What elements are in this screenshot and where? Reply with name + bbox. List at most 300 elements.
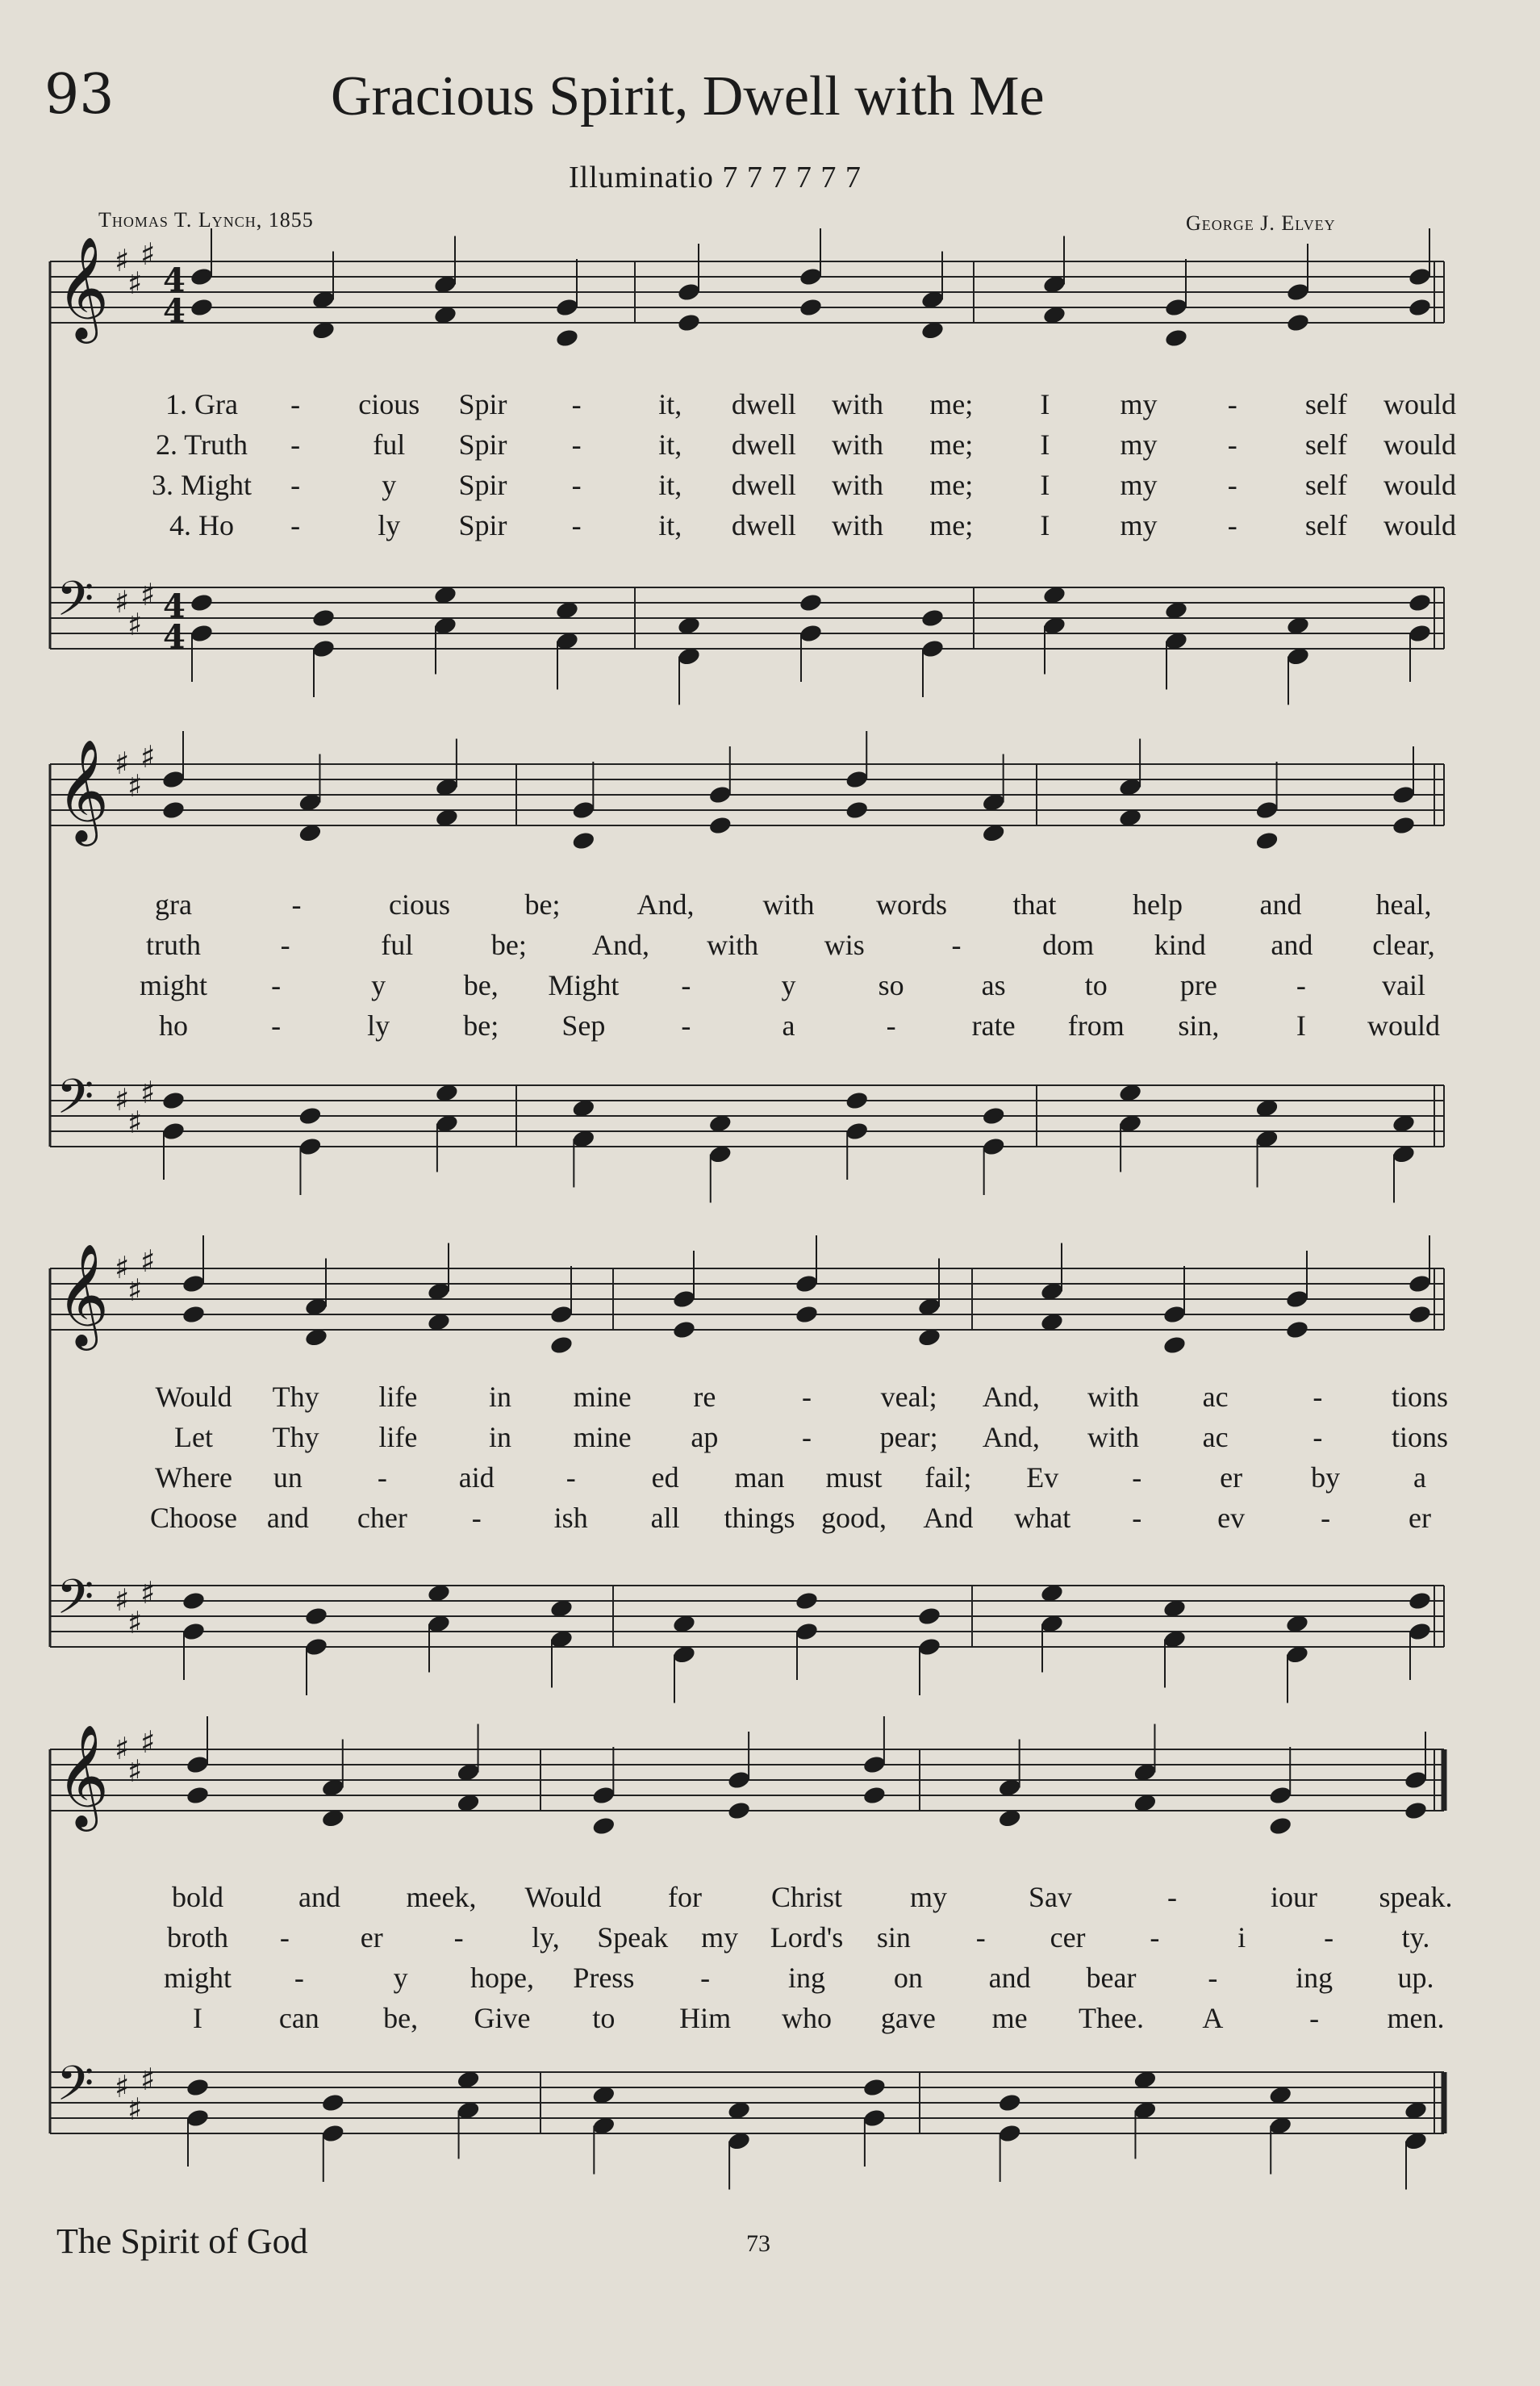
bass-clef: 𝄢 [56,2055,94,2123]
lyric-hyphen: - [1132,1502,1142,1534]
lyric-hyphen: - [290,428,301,461]
alto-note-head [549,1335,574,1356]
bass-note-head [917,1636,942,1657]
lyric-hyphen: - [571,509,582,541]
lyric-syllable: me; [929,469,974,501]
section-title: The Spirit of God [56,2221,308,2261]
lyric-hyphen: - [291,888,302,921]
key-sharp: ♯ [127,2091,143,2127]
alto-note-head [862,1785,887,1806]
alto-note-head [186,1785,211,1806]
lyric-hyphen: - [471,1502,482,1534]
lyric-syllable: by [1311,1461,1341,1494]
lyric-syllable: in [488,1381,512,1413]
treble-note-head [1392,784,1417,805]
lyric-syllable: that [1012,888,1057,921]
lyric-syllable: rate [971,1009,1016,1042]
treble-note-head [799,266,824,287]
lyric-syllable: cious [358,388,420,420]
lyric-syllable: men. [1387,2002,1445,2034]
key-sharp: ♯ [140,1575,156,1611]
lyric-syllable: and [298,1881,340,1913]
tenor-note-head [182,1590,207,1611]
hymn-number: 93 [44,63,115,127]
lyric-syllable: ho [159,1009,188,1042]
lyric-syllable: vail [1382,969,1425,1001]
lyric-syllable: dwell [731,388,796,420]
alto-note-head [1285,1319,1310,1340]
alto-note-head [1392,815,1417,836]
lyric-syllable: ful [373,428,406,461]
treble-note-head [1268,1785,1293,1806]
lyric-syllable: ing [787,1962,826,1994]
lyric-syllable: with [832,509,884,541]
lyric-syllable: gra [155,888,192,921]
lyric-hyphen: - [802,1381,812,1413]
lyric-syllable: sin [876,1921,911,1954]
key-sharp: ♯ [115,746,130,781]
lyric-syllable: and [1259,888,1302,921]
lyric-syllable: with [762,888,815,921]
lyric-syllable: my [909,1881,948,1913]
lyric-syllable: up. [1397,1962,1434,1994]
tenor-note-head [1408,1590,1433,1611]
key-sharp: ♯ [127,768,143,804]
bass-note-head [190,623,215,644]
lyric-syllable: dwell [731,428,796,461]
lyric-syllable: cious [389,888,450,921]
lyric-syllable: life [378,1381,418,1413]
lyric-syllable: things [724,1502,795,1534]
lyric-hyphen: - [886,1009,896,1042]
alto-note-head [677,312,702,333]
lyric-syllable: fail; [924,1461,972,1494]
lyric-syllable: with [832,469,884,501]
lyric-syllable: and [1271,929,1313,961]
treble-note-head [707,784,732,805]
lyric-hyphen: - [1309,2002,1320,2034]
lyric-syllable: be, [463,969,499,1001]
alto-note-head [1254,830,1279,851]
lyric-syllable: A [1202,2002,1224,2034]
lyric-syllable: I [1296,1009,1306,1042]
lyric-syllable: with [1087,1381,1140,1413]
treble-clef: 𝄞 [56,738,110,842]
bass-note-head [320,2123,345,2144]
treble-note-head [1285,1289,1310,1310]
lyric-syllable: mine [573,1421,632,1453]
lyric-syllable: And, [982,1421,1040,1453]
treble-note-head [1404,1770,1429,1791]
lyric-syllable: i [1237,1921,1246,1954]
alto-note-head [1408,297,1433,318]
tenor-note-head [845,1090,870,1111]
tenor-note-head [799,592,824,613]
lyric-syllable: truth [146,929,201,961]
lyric-syllable: would [1383,509,1456,541]
time-signature-bottom: 4 [163,292,186,330]
alto-note-head [1286,312,1311,333]
lyric-hyphen: - [1321,1502,1331,1534]
lyric-syllable: Would [524,1881,602,1913]
key-sharp: ♯ [127,1605,143,1640]
key-sharp: ♯ [140,577,156,612]
lyric-syllable: Choose [150,1502,237,1534]
alto-note-head [1162,1335,1187,1356]
lyric-syllable: be; [524,888,561,921]
time-signature-top: 4 [163,587,186,625]
lyric-syllable: dwell [731,469,796,501]
key-sharp: ♯ [115,2069,130,2104]
treble-note-head [555,297,580,318]
bass-clef: 𝄢 [56,1569,94,1636]
lyric-syllable: ish [553,1502,588,1534]
bass-note-head [845,1121,870,1142]
tenor-note-head [920,608,945,629]
alto-note-head [571,830,596,851]
key-sharp: ♯ [127,1753,143,1789]
hymn-title: Gracious Spirit, Dwell with Me [331,65,1045,127]
lyric-hyphen: - [1313,1421,1323,1453]
lyric-syllable: in [488,1421,512,1453]
lyric-syllable: who [782,2002,832,2034]
lyric-syllable: er [1409,1502,1431,1534]
lyric-syllable: speak. [1379,1881,1453,1913]
treble-note-head [186,1754,211,1775]
lyric-hyphen: - [681,1009,691,1042]
treble-note-head [677,282,702,303]
alto-note-head [672,1319,697,1340]
lyric-hyphen: - [1313,1381,1323,1413]
lyric-syllable: man [734,1461,785,1494]
lyric-hyphen: - [802,1421,812,1453]
key-sharp: ♯ [140,1724,156,1760]
lyric-syllable: so [878,969,904,1001]
lyric-hyphen: - [294,1962,304,1994]
treble-note-head [1286,282,1311,303]
lyric-syllable: it, [658,428,682,461]
lyric-hyphen: - [1227,388,1237,420]
lyric-syllable: Let [174,1421,213,1453]
lyric-syllable: ed [651,1461,679,1494]
lyric-syllable: to [592,2002,616,2034]
lyric-hyphen: - [1132,1461,1142,1494]
lyric-syllable: Would [155,1381,232,1413]
alto-note-head [1164,328,1189,349]
bass-note-head [981,1136,1006,1157]
treble-note-head [182,1273,207,1294]
lyric-syllable: ly [367,1009,390,1042]
lyric-syllable: with [707,929,759,961]
lyric-syllable: meek, [406,1881,477,1913]
treble-clef: 𝄞 [56,1243,110,1346]
lyric-syllable: Press [573,1962,635,1994]
lyric-syllable: hope, [470,1962,534,1994]
words-attribution: Thomas T. Lynch, 1855 [98,208,314,232]
lyric-syllable: pear; [879,1421,938,1453]
lyric-syllable: tions [1391,1381,1449,1413]
lyric-syllable: with [832,428,884,461]
lyric-syllable: my [1120,428,1158,461]
lyric-hyphen: - [1296,969,1306,1001]
bass-clef: 𝄢 [56,1068,94,1136]
lyric-syllable: Spir [458,428,507,461]
lyric-syllable: y [382,469,397,501]
bass-note-head [997,2123,1022,2144]
lyric-hyphen: - [951,929,962,961]
tenor-note-head [997,2092,1022,2113]
lyric-syllable: Him [679,2002,732,2034]
tenor-note-head [1408,592,1433,613]
bass-note-head [304,1636,329,1657]
lyric-syllable: a [1413,1461,1426,1494]
lyric-syllable: Christ [770,1881,843,1913]
key-sharp: ♯ [140,1075,156,1110]
lyric-syllable: me; [929,428,974,461]
lyric-syllable: ly, [532,1921,560,1954]
lyric-hyphen: - [1227,469,1237,501]
lyric-hyphen: - [1227,509,1237,541]
lyric-syllable: might [163,1962,232,1994]
time-signature-top: 4 [163,261,186,299]
alto-note-head [182,1304,207,1325]
lyric-hyphen: - [290,388,301,420]
lyric-syllable: life [378,1421,418,1453]
lyric-syllable: wis [824,929,865,961]
alto-note-head [591,1816,616,1837]
lyric-syllable: ac [1202,1381,1229,1413]
lyric-hyphen: - [681,969,691,1001]
lyric-syllable: And, [982,1381,1040,1413]
lyric-syllable: 1. Gra [165,388,238,420]
lyric-syllable: broth [167,1921,228,1954]
key-sharp: ♯ [140,1243,156,1279]
time-signature-bottom: 4 [163,618,186,656]
alto-note-head [555,328,580,349]
lyric-syllable: I [1040,509,1050,541]
lyric-syllable: for [668,1881,702,1913]
bass-note-head [862,2108,887,2129]
lyric-hyphen: - [571,388,582,420]
bass-note-head [182,1621,207,1642]
tenor-note-head [190,592,215,613]
lyric-syllable: Spir [458,388,507,420]
treble-clef: 𝄞 [56,236,110,339]
lyric-syllable: me; [929,509,974,541]
lyric-syllable: tions [1391,1421,1449,1453]
alto-note-head [1408,1304,1433,1325]
lyric-syllable: iour [1271,1881,1317,1913]
lyric-syllable: on [893,1962,923,1994]
lyric-syllable: sin, [1178,1009,1220,1042]
treble-note-head [591,1785,616,1806]
key-sharp: ♯ [115,584,130,620]
lyric-syllable: bold [171,1881,224,1913]
lyric-syllable: pre [1179,969,1217,1001]
lyric-hyphen: - [700,1962,711,1994]
key-sharp: ♯ [115,1731,130,1766]
bass-note-head [186,2108,211,2129]
treble-note-head [795,1273,820,1294]
lyric-hyphen: - [290,509,301,541]
lyric-syllable: to [1084,969,1108,1001]
lyric-syllable: bear [1086,1962,1137,1994]
music-attribution: George J. Elvey [1186,211,1336,235]
lyric-syllable: I [193,2002,202,2034]
lyric-hyphen: - [571,428,582,461]
lyric-syllable: words [876,888,947,921]
lyric-syllable: and [988,1962,1031,1994]
lyric-syllable: cer [1050,1921,1086,1954]
lyric-syllable: with [1087,1421,1140,1453]
lyric-syllable: would [1383,469,1456,501]
lyric-syllable: would [1383,428,1456,461]
lyric-syllable: Where [155,1461,232,1494]
lyric-syllable: And [923,1502,974,1534]
lyric-syllable: Thy [272,1421,319,1453]
lyric-syllable: y [781,969,796,1001]
treble-note-head [1408,266,1433,287]
lyric-syllable: veal; [880,1381,937,1413]
lyric-syllable: with [832,388,884,420]
lyric-syllable: 3. Might [151,469,252,501]
lyric-syllable: self [1304,509,1347,541]
key-sharp: ♯ [140,739,156,775]
lyric-hyphen: - [279,1921,290,1954]
lyric-syllable: heal, [1375,888,1432,921]
lyric-syllable: gave [880,2002,936,2034]
lyric-syllable: er [1220,1461,1243,1494]
tenor-note-head [161,1090,186,1111]
tune-name: Illuminatio 7 7 7 7 7 7 [569,161,862,194]
bass-note-head [161,1121,186,1142]
tenor-note-head [917,1606,942,1627]
lyric-hyphen: - [975,1921,986,1954]
lyric-syllable: dwell [731,509,796,541]
lyric-syllable: I [1040,388,1050,420]
lyric-syllable: my [1120,388,1158,420]
treble-note-head [161,769,186,790]
tenor-note-head [862,2077,887,2098]
alto-note-head [845,800,870,821]
lyric-syllable: my [701,1921,739,1954]
lyric-syllable: 4. Ho [169,509,234,541]
lyric-syllable: Sep [561,1009,606,1042]
treble-note-head [862,1754,887,1775]
treble-note-head [845,769,870,790]
bass-note-head [920,638,945,659]
bass-note-head [311,638,336,659]
alto-note-head [795,1304,820,1325]
lyric-syllable: I [1040,428,1050,461]
lyric-hyphen: - [571,469,582,501]
treble-note-head [1254,800,1279,821]
alto-note-head [1268,1816,1293,1837]
alto-note-head [799,297,824,318]
tenor-note-head [311,608,336,629]
lyric-syllable: a [782,1009,795,1042]
bass-clef: 𝄢 [56,570,94,638]
alto-note-head [190,297,215,318]
bass-note-head [298,1136,323,1157]
lyric-syllable: Thy [272,1381,319,1413]
alto-note-head [1404,1800,1429,1821]
lyric-syllable: self [1304,469,1347,501]
lyric-hyphen: - [377,1461,387,1494]
lyric-hyphen: - [453,1921,464,1954]
lyric-syllable: clear, [1372,929,1435,961]
lyric-syllable: dom [1042,929,1095,961]
lyric-syllable: help [1133,888,1183,921]
treble-note-head [1408,1273,1433,1294]
bass-note-head [799,623,824,644]
lyric-syllable: be; [490,929,527,961]
key-sharp: ♯ [115,1582,130,1618]
lyric-syllable: and [266,1502,309,1534]
lyric-syllable: good, [820,1502,887,1534]
lyric-syllable: me [991,2002,1028,2034]
lyric-hyphen: - [1150,1921,1160,1954]
treble-note-head [190,266,215,287]
lyric-syllable: ev [1217,1502,1246,1534]
key-sharp: ♯ [140,236,156,272]
treble-clef: 𝄞 [56,1724,110,1827]
key-sharp: ♯ [115,1082,130,1118]
lyric-syllable: Sav [1029,1881,1072,1913]
tenor-note-head [981,1105,1006,1126]
lyric-syllable: would [1367,1009,1440,1042]
lyric-syllable: Speak [597,1921,669,1954]
treble-note-head [727,1770,752,1791]
bass-note-head [795,1621,820,1642]
lyric-syllable: y [371,969,386,1001]
lyric-syllable: ty. [1401,1921,1430,1954]
key-sharp: ♯ [115,243,130,278]
lyric-syllable: can [278,2002,319,2034]
lyric-syllable: be, [383,2002,419,2034]
key-sharp: ♯ [115,1250,130,1285]
treble-note-head [571,800,596,821]
alto-note-head [161,800,186,821]
lyric-syllable: me; [929,388,974,420]
tenor-note-head [304,1606,329,1627]
lyric-syllable: my [1120,469,1158,501]
lyric-syllable: kind [1154,929,1206,961]
treble-note-head [1162,1304,1187,1325]
lyric-syllable: re [693,1381,716,1413]
bass-note-head [1408,1621,1433,1642]
tenor-note-head [186,2077,211,2098]
alto-note-head [707,815,732,836]
lyric-syllable: self [1304,428,1347,461]
lyric-syllable: And, [592,929,650,961]
treble-note-head [1164,297,1189,318]
lyric-syllable: be; [463,1009,499,1042]
lyric-syllable: my [1120,509,1158,541]
lyric-syllable: from [1067,1009,1125,1042]
tenor-note-head [298,1105,323,1126]
lyric-syllable: Might [548,969,620,1001]
page-number: 73 [746,2230,770,2257]
bass-note-head [1408,623,1433,644]
lyric-hyphen: - [1167,1881,1177,1913]
lyric-syllable: Spir [458,469,507,501]
lyric-hyphen: - [271,1009,282,1042]
lyric-hyphen: - [290,469,301,501]
lyric-syllable: it, [658,469,682,501]
lyric-syllable: it, [658,388,682,420]
lyric-syllable: ly [378,509,401,541]
